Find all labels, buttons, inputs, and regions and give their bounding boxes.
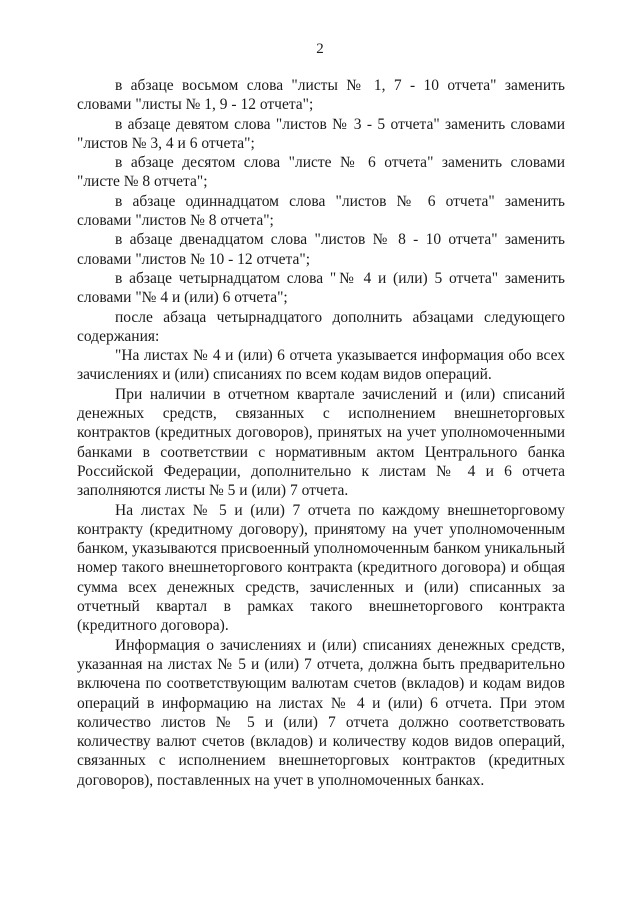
paragraph-10: На листах № 5 и (или) 7 отчета по каждому внешнеторговому контракту (кредитному договору), принятому на учет уполномоченным банком, указываются присвоенный уполномоченным банком уникальный номер такого внешнеторгового контракта (кредитного договора) и общая сумма всех денежных средств, зачисленных и (или) списанных за отчетный квартал в рамках такого внешнеторгового контракта (кредитного договора).	[77, 501, 565, 635]
paragraph-7: после абзаца четырнадцатого дополнить абзацами следующего содержания:	[77, 308, 565, 345]
paragraph-4: в абзаце одиннадцатом слова "листов № 6 отчета" заменить словами "листов № 8 отчета";	[77, 192, 565, 230]
paragraph-11: Информация о зачислениях и (или) списаниях денежных средств, указанная на листах № 5 и (или) 7 отчета, должна быть предварительно включена по соответствующим валютам счетов (вкладов) и кодам видов операций в информацию на листах № 4 и (или) 6 отчета. При этом количество листов № 5 и (или) 7 отчета должно соответствовать количеству валют счетов (вкладов) и количеству кодов видов операций, связанных с исполнением внешнеторговых контрактов (кредитных договоров), поставленных на учет в уполномоченных банках.	[77, 636, 565, 789]
paragraph-2: в абзаце девятом слова "листов № 3 - 5 отчета" заменить словами "листов № 3, 4 и 6 отчета";	[77, 115, 565, 152]
paragraph-1: в абзаце восьмом слова "листы № 1, 7 - 10 отчета" заменить словами "листы № 1, 9 - 12 отчета";	[77, 77, 565, 114]
paragraph-3: в абзаце десятом слова "листе № 6 отчета" заменить словами "листе № 8 отчета";	[77, 154, 565, 191]
paragraph-5: в абзаце двенадцатом слова "листов № 8 - 10 отчета" заменить словами "листов № 10 - 12 отчета";	[77, 231, 565, 268]
document-body	[77, 76, 565, 790]
paragraph-6: в абзаце четырнадцатом слова "№ 4 и (или) 5 отчета" заменить словами "№ 4 и (или) 6 отчета";	[77, 269, 565, 307]
paragraph-8: "На листах № 4 и (или) 6 отчета указывается информация обо всех зачислениях и (или) списаниях по всем кодам видов операций.	[77, 347, 565, 384]
page-number: 2	[316, 41, 324, 57]
paragraph-9: При наличии в отчетном квартале зачислений и (или) списаний денежных средств, связанных с исполнением внешнеторговых контрактов (кредитных договоров), принятых на учет уполномоченными банками в соответствии с нормативным актом Центрального банка Российской Федерации, дополнительно к листам № 4 и 6 отчета заполняются листы № 5 и (или) 7 отчета.	[77, 385, 565, 500]
